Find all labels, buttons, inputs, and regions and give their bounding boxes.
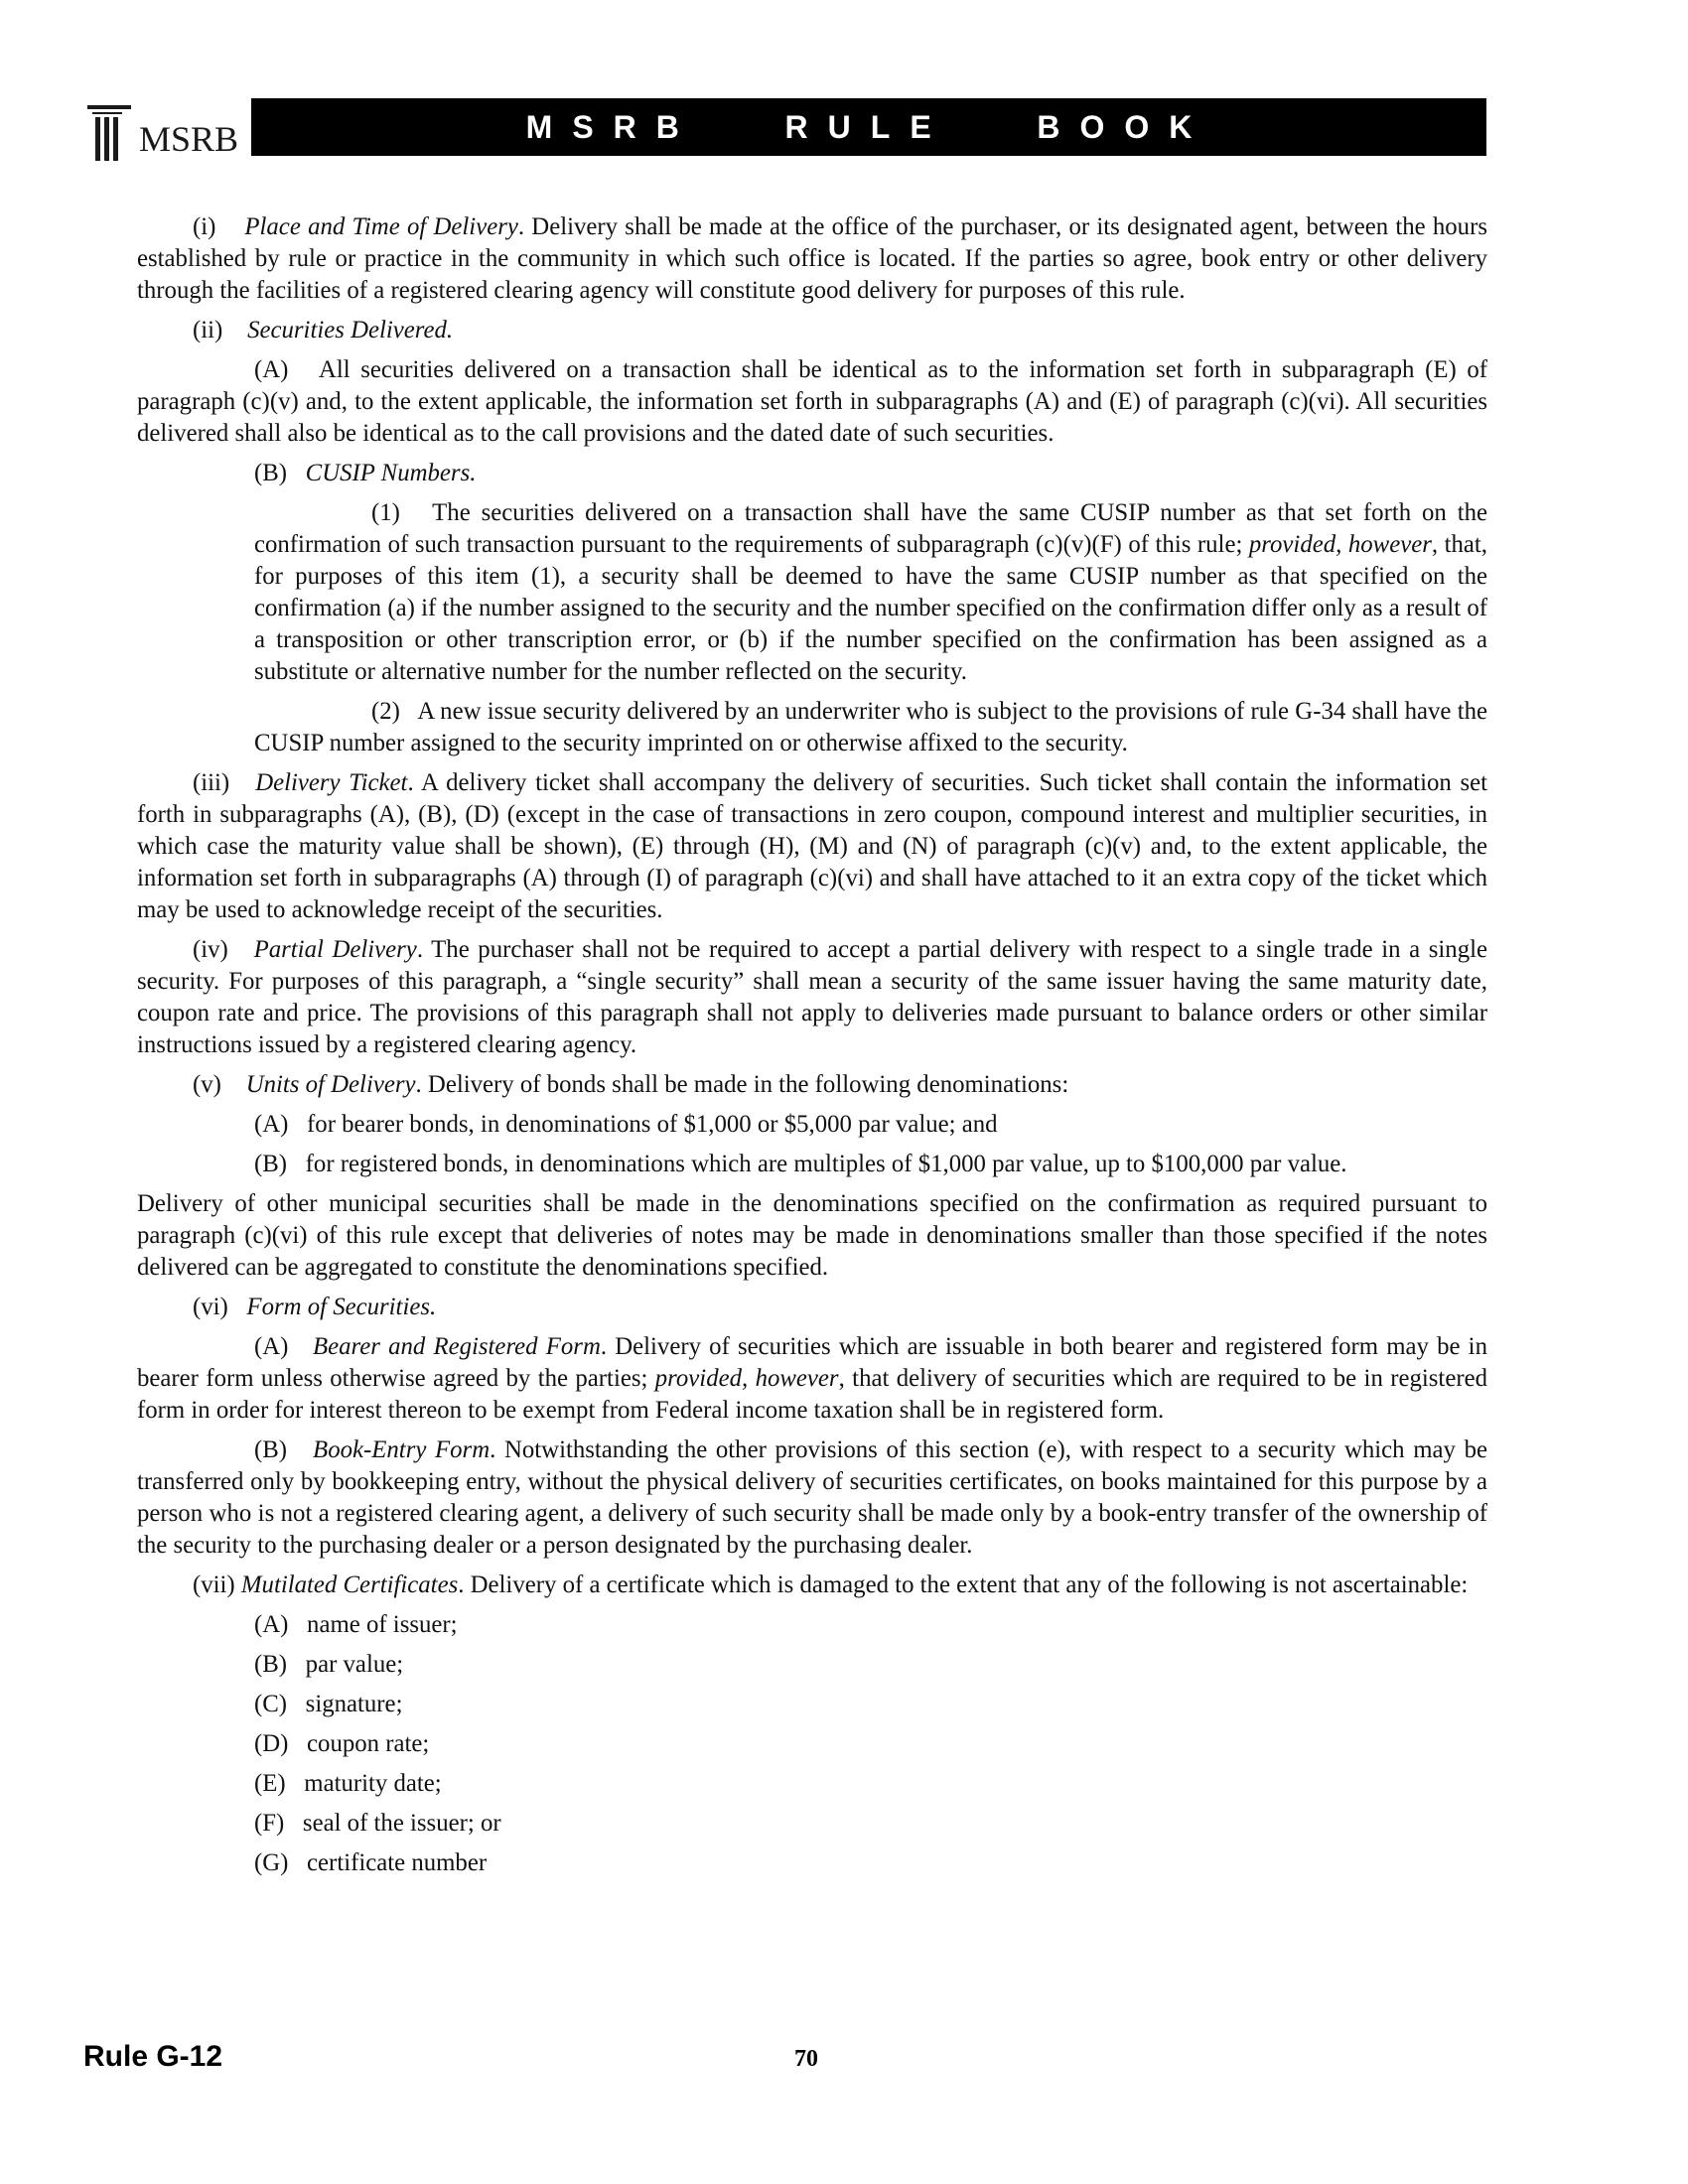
- paragraph-number: (A): [254, 1111, 289, 1138]
- paragraph-heading: Book-Entry Form: [313, 1436, 491, 1463]
- list-item-text: par value;: [305, 1651, 404, 1678]
- paragraph-vi: [137, 1292, 1487, 1323]
- paragraph-heading: CUSIP Numbers.: [305, 460, 477, 486]
- paragraph-iii: [137, 767, 1487, 926]
- emphasis-text: provided, however: [1248, 531, 1432, 558]
- paragraph-number: (iii): [193, 769, 230, 796]
- paragraph-vii: [137, 1570, 1487, 1601]
- paragraph-heading: Bearer and Registered Form: [312, 1333, 601, 1360]
- list-item-number: (B): [254, 1651, 288, 1678]
- paragraph-number: (i): [193, 213, 216, 240]
- subparagraph-ii-b: [137, 458, 1487, 489]
- list-item: [137, 1689, 1487, 1720]
- page-number: 70: [794, 2046, 818, 2072]
- paragraph-i: [137, 211, 1487, 307]
- emphasis-text: provided, however: [654, 1365, 839, 1392]
- list-item-text: seal of the issuer; or: [302, 1810, 501, 1837]
- logo-text: MSRB: [139, 119, 239, 159]
- paragraph-body: . Delivery of a certificate which is damaged to the extent that any of the following is not ascertainable:: [458, 1571, 1469, 1598]
- paragraph-iv: [137, 934, 1487, 1061]
- paragraph-number: (B): [254, 1436, 288, 1463]
- paragraph-body-cont: , that delivery of securities which are required to be in registered form in order for interest thereon to be exempt from Federal income taxation shall be in registered form.: [137, 1365, 1487, 1424]
- subparagraph-ii-a: [137, 354, 1487, 450]
- list-item: [137, 1847, 1487, 1879]
- list-item: [137, 1768, 1487, 1800]
- paragraph-heading: Mutilated Certificates: [240, 1571, 459, 1598]
- paragraph-number: (ii): [193, 317, 223, 343]
- paragraph-body-cont: , that, for purposes of this item (1), a security shall be deemed to have the same CUSIP number as that specified on the confirmation (a) if the number assigned to the security and the number specified on the confirmation differ only as a result of a transposition or other transcription error, or (b) if the number specified on the confirmation has been assigned as a substitute or alternative number for the number reflected on the security.: [254, 531, 1487, 685]
- item-ii-b-1: [254, 497, 1487, 688]
- list-item-text: signature;: [305, 1691, 403, 1717]
- paragraph-body: . A delivery ticket shall accompany the delivery of securities. Such ticket shall contain the information set forth in subparagraphs (A), (B), (D) (except in the case of transactions in zero coupon, compound interest and multiplier securities, in which case the maturity value shall be shown), (E) through (H), (M) and (N) of paragraph (c)(v) and, to the extent applicable, the information set forth in subparagraphs (A) through (I) of paragraph (c)(vi) and shall have attached to it an extra copy of the ticket which may be used to acknowledge receipt of the securities.: [137, 769, 1487, 923]
- list-item-number: (A): [254, 1611, 289, 1638]
- item-ii-b-2: [254, 696, 1487, 759]
- list-item-number: (C): [254, 1691, 288, 1717]
- paragraph-body: . Notwithstanding the other provisions of this section (e), with respect to a security which may be transferred only by bookkeeping entry, without the physical delivery of securities certificates, on books maintained for this purpose by a person who is not a registered clearing agent, a delivery of such security shall be made only by a book-entry transfer of the ownership of the security to the purchasing dealer or a person designated by the purchasing dealer.: [137, 1436, 1487, 1559]
- paragraph-number: (iv): [193, 936, 228, 963]
- paragraph-body: Delivery of other municipal securities shall be made in the denominations specified on the confirmation as required pursuant to paragraph (c)(vi) of this rule except that deliveries of notes may be made in denominations smaller than those specified if the notes delivered can be aggregated to constitute the denominations specified.: [137, 1190, 1487, 1281]
- list-item-text: name of issuer;: [307, 1611, 458, 1638]
- list-item-text: certificate number: [307, 1849, 488, 1876]
- list-item: [137, 1609, 1487, 1641]
- paragraph-number: (B): [254, 1151, 288, 1177]
- paragraph-heading: Form of Securities.: [246, 1294, 437, 1320]
- paragraph-number: (A): [254, 356, 289, 383]
- paragraph-heading: Place and Time of Delivery: [244, 213, 518, 240]
- paragraph-heading: Delivery Ticket: [255, 769, 408, 796]
- paragraph-number: (vii): [193, 1571, 235, 1598]
- paragraph-body: for registered bonds, in denominations which are multiples of $1,000 par value, up to $100,000 par value.: [305, 1151, 1347, 1177]
- paragraph-body: All securities delivered on a transaction shall be identical as to the information set forth in subparagraph (E) of paragraph (c)(v) and, to the extent applicable, the information set forth in subparagraphs (A) and (E) of paragraph (c)(vi). All securities delivered shall also be identical as to the call provisions and the dated date of such securities.: [137, 356, 1487, 447]
- paragraph-number: (v): [193, 1071, 221, 1098]
- paragraph-heading: Partial Delivery: [253, 936, 417, 963]
- paragraph-v: [137, 1069, 1487, 1101]
- list-item: [137, 1649, 1487, 1681]
- paragraph-body: . The purchaser shall not be required to accept a partial delivery with respect to a single trade in a single security. For purposes of this paragraph, a “single security” shall mean a security of the same issuer having the same maturity date, coupon rate and price. The provisions of this paragraph shall not apply to deliveries made pursuant to balance orders or other similar instructions issued by a registered clearing agency.: [137, 936, 1487, 1058]
- list-item: [137, 1728, 1487, 1760]
- paragraph-ii: [137, 315, 1487, 346]
- paragraph-body: A new issue security delivered by an underwriter who is subject to the provisions of rule G-34 shall have the CUSIP number assigned to the security imprinted on or otherwise affixed to the security.: [254, 698, 1487, 756]
- paragraph-v-continued: [137, 1188, 1487, 1284]
- paragraph-number: (2): [371, 698, 400, 725]
- subparagraph-v-b: [137, 1149, 1487, 1180]
- paragraph-body: . Delivery of bonds shall be made in the following denominations:: [415, 1071, 1069, 1098]
- list-item-number: (E): [254, 1770, 286, 1797]
- header-banner: [251, 98, 1486, 156]
- list-item-number: (D): [254, 1730, 289, 1757]
- mutilated-certificate-list: [137, 1609, 1487, 1879]
- paragraph-body: The securities delivered on a transaction shall have the same CUSIP number as that set forth on the confirmation of such transaction pursuant to the requirements of subparagraph (c)(v)(F) of this rule;: [254, 499, 1487, 558]
- paragraph-number: (vi): [193, 1294, 228, 1320]
- list-item-number: (G): [254, 1849, 289, 1876]
- subparagraph-vi-a: [137, 1331, 1487, 1427]
- paragraph-heading: Units of Delivery: [245, 1071, 416, 1098]
- column-logo-icon: [87, 103, 131, 163]
- rule-text: [137, 211, 1487, 1887]
- paragraph-body: . Delivery shall be made at the office of the purchaser, or its designated agent, between the hours established by rule or practice in the community in which such office is located. If the parties so agree, book entry or other delivery through the facilities of a registered clearing agency will constitute good delivery for purposes of this rule.: [137, 213, 1487, 304]
- paragraph-heading: Securities Delivered.: [247, 317, 454, 343]
- subparagraph-vi-b: [137, 1434, 1487, 1562]
- paragraph-body: for bearer bonds, in denominations of $1,000 or $5,000 par value; and: [307, 1111, 998, 1138]
- list-item-text: coupon rate;: [307, 1730, 430, 1757]
- paragraph-number: (B): [254, 460, 288, 486]
- list-item: [137, 1808, 1487, 1840]
- paragraph-body: . Delivery of securities which are issuable in both bearer and registered form may be in bearer form unless otherwise agreed by the parties;: [137, 1333, 1487, 1392]
- list-item-text: maturity date;: [304, 1770, 442, 1797]
- banner-title: MSRB RULE BOOK: [525, 108, 1212, 145]
- list-item-number: (F): [254, 1810, 285, 1837]
- footer-rule-label: Rule G-12: [83, 2040, 223, 2073]
- subparagraph-v-a: [137, 1109, 1487, 1141]
- paragraph-number: (A): [254, 1333, 289, 1360]
- paragraph-number: (1): [371, 499, 400, 526]
- msrb-logo: [87, 93, 238, 163]
